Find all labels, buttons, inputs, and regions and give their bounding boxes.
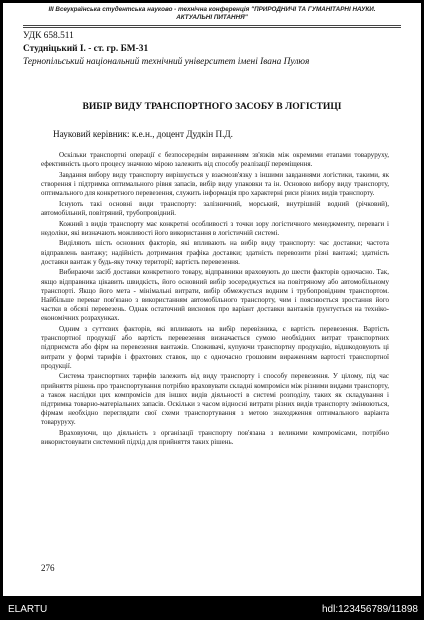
conference-header-line-2: АКТУАЛЬНІ ПИТАННЯ" bbox=[176, 13, 248, 21]
paragraph: Кожний з видів транспорту має конкретні особливості з точки зору логістичного менеджменту, переваги і недоліки, які визначають можливості його використання в логістичній системі. bbox=[41, 219, 389, 237]
supervisor-line: Науковий керівник: к.е.н., доцент Дудкін П.Д. bbox=[53, 129, 233, 139]
paragraph: Існують такі основні види транспорту: залізничний, морський, внутрішній водний (річковий), автомобільний, повітряний, трубопровідний. bbox=[41, 199, 389, 217]
paragraph: Вибираючи засіб доставки конкретного товару, відправники враховують до шести факторів одночасно. Так, якщо відправника цікавить швидкість, його основний вибір зосереджується на повітряному або автомобільному транспорті. Якщо його мета - мінімальні витрати, вибір обмежується водним і трубопровідним транспортом. Найбільше переваг пов'язано з використанням автомобільного транспорту, чим і пояснюється зростання його частки в обсязі перевезень. Однак остаточний висновок про варіант доставки вантажів ґрунтується на техніко-економічних розрахунках. bbox=[41, 268, 389, 323]
handle-identifier: hdl:123456789/11898 bbox=[321, 604, 418, 615]
repository-label: ELARTU bbox=[8, 604, 48, 615]
paragraph: Система транспортних тарифів залежить від виду транспорту і способу перевезення. У цілому, під час прийняття рішень про транспортування потрібно враховувати складні компроміси між різними видами транспорту, а також наслідки цих компромісів для інших видів діяльності в системі розподілу, таких як складування і підтримка товарно-матеріальних запасів. Оскільки з часом відносні витрати різних видів транспорту змінюються, фірмам необхідно переглядати свої схеми транспортування з метою знаходження оптимального варіанта товаруруху. bbox=[41, 372, 389, 427]
page-number: 276 bbox=[41, 563, 55, 573]
article-body bbox=[41, 151, 389, 449]
university-line: Тернопільський національний технічний університет імені Івана Пулюя bbox=[23, 57, 310, 67]
udk-code: УДК 658.511 bbox=[23, 31, 74, 41]
paragraph: Завдання вибору виду транспорту вирішується у взаємозв'язку з іншими завданнями логістики, такими, як створення і підтримка оптимального рівня запасів, вибір виду упаковки та ін. Основою вибору виду транспорту, оптимального для конкретного перевезення, служить інформація про характерні риси різних видів транспорту. bbox=[41, 170, 389, 198]
paragraph: Виділяють шість основних факторів, які впливають на вибір виду транспорту: час доставки; частота відправлень вантажу; надійність дотримання графіка доставки; здатність перевозити різні вантажі; здатність доставки вантаж у будь-яку точку території; вартість перевезення. bbox=[41, 239, 389, 266]
author-line: Студніцький І. - ст. гр. БМ-31 bbox=[23, 44, 149, 54]
article-title: ВИБІР ВИДУ ТРАНСПОРТНОГО ЗАСОБУ В ЛОГІСТИЦІ bbox=[82, 101, 342, 112]
paragraph: Одним з суттєвих факторів, які впливають на вибір перевізника, є вартість перевезення. Вартість транспортної продукції або вартість перевезення визначається сумою необхідних витрат транспортних підприємств або фірм на перевезення вантажів. Споживачі, купуючи транспортну продукцію, відшкодовують ці витрати у формі тарифів і фрахтових ставок, що є одночасно грошовим вираженням вартості транспортної продукції. bbox=[41, 325, 389, 370]
paragraph: Враховуючи, що діяльність з організації транспорту пов'язана з великими компромісами, потрібно використовувати системний підхід для прийняття таких рішень. bbox=[41, 429, 389, 447]
paragraph: Оскільки транспортні операції є безпосереднім вираженням зв'язків між окремими етапами товаруруху, ефективність цього процесу значною мірою залежить від способу реалізації переміщення. bbox=[41, 151, 389, 169]
header-rule-double bbox=[23, 27, 401, 28]
conference-header bbox=[23, 6, 401, 21]
conference-header-line-1: III Всеукраїнська студентська науково - технічна конференція "ПРИРОДНИЧІ ТА ГУМАНІТАРНІ НАУКИ. bbox=[48, 6, 376, 13]
document-page bbox=[3, 3, 421, 596]
header-rule bbox=[23, 25, 401, 26]
